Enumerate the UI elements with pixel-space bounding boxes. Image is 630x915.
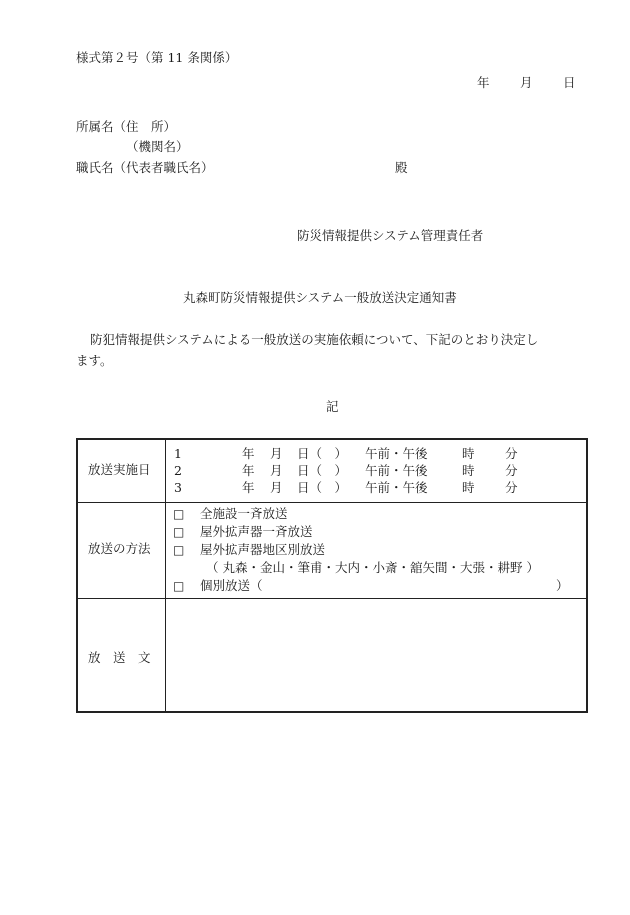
date-row-2-ampm: 午前・午後 [365,463,428,478]
date-row-1-minute: 分 [505,446,518,461]
date-row-2-year: 年 [242,463,255,478]
body-text-line-2: ます。 [76,353,113,368]
honorific: 殿 [395,160,408,175]
date-row-1-ampm: 午前・午後 [365,446,428,461]
checkbox-all-facilities[interactable]: □ [173,507,185,521]
date-row-2-minute: 分 [505,463,518,478]
date-row-3-day: 日（ ） [297,480,348,495]
date-row-3-ampm: 午前・午後 [365,480,428,495]
affiliation-label: 所属名（住 所） [76,119,177,134]
option-outdoor-district: 屋外拡声器地区別放送 [200,542,326,557]
document-title: 丸森町防災情報提供システム一般放送決定通知書 [183,290,457,305]
organization-label: （機関名） [126,139,189,154]
option-all-facilities: 全施設一斉放送 [200,506,288,521]
district-list: （ 丸森・金山・筆甫・大内・小斎・舘矢間・大張・耕野 ） [206,560,539,575]
table-row-divider-2 [78,598,586,599]
broadcast-text-area[interactable] [168,602,582,710]
date-row-3-number: 3 [174,480,182,495]
date-row-3-month: 月 [270,480,283,495]
sender-title: 防災情報提供システム管理責任者 [297,228,484,243]
date-day-label: 日 [563,75,576,90]
date-row-2-month: 月 [270,463,283,478]
date-row-2-number: 2 [174,463,182,478]
date-month-label: 月 [520,75,533,90]
date-row-2-hour: 時 [462,463,475,478]
date-row-1-month: 月 [270,446,283,461]
date-row-3-year: 年 [242,480,255,495]
broadcast-form-table [76,438,588,713]
body-text-line-1: 防犯情報提供システムによる一般放送の実施依頼について、下記のとおり決定し [90,332,539,347]
table-column-divider [165,440,166,711]
individual-close-paren: ） [556,578,569,593]
date-row-1-year: 年 [242,446,255,461]
checkbox-outdoor-district[interactable]: □ [173,543,185,557]
broadcast-text-label: 放 送 文 [88,650,151,665]
broadcast-date-label: 放送実施日 [88,462,151,477]
date-row-1-hour: 時 [462,446,475,461]
checkbox-individual[interactable]: □ [173,579,185,593]
date-year-label: 年 [477,75,490,90]
date-row-1-day: 日（ ） [297,446,348,461]
option-individual: 個別放送（ [200,578,263,593]
date-row-1-number: 1 [174,446,182,461]
date-row-3-minute: 分 [505,480,518,495]
table-row-divider-1 [78,502,586,503]
title-name-label: 職氏名（代表者職氏名） [76,160,214,175]
date-row-3-hour: 時 [462,480,475,495]
ki-heading: 記 [326,399,339,414]
date-row-2-day: 日（ ） [297,463,348,478]
checkbox-outdoor-all[interactable]: □ [173,525,185,539]
option-outdoor-all: 屋外拡声器一斉放送 [200,524,313,539]
form-number: 様式第２号（第 11 条関係） [76,50,238,65]
broadcast-method-label: 放送の方法 [88,541,151,556]
